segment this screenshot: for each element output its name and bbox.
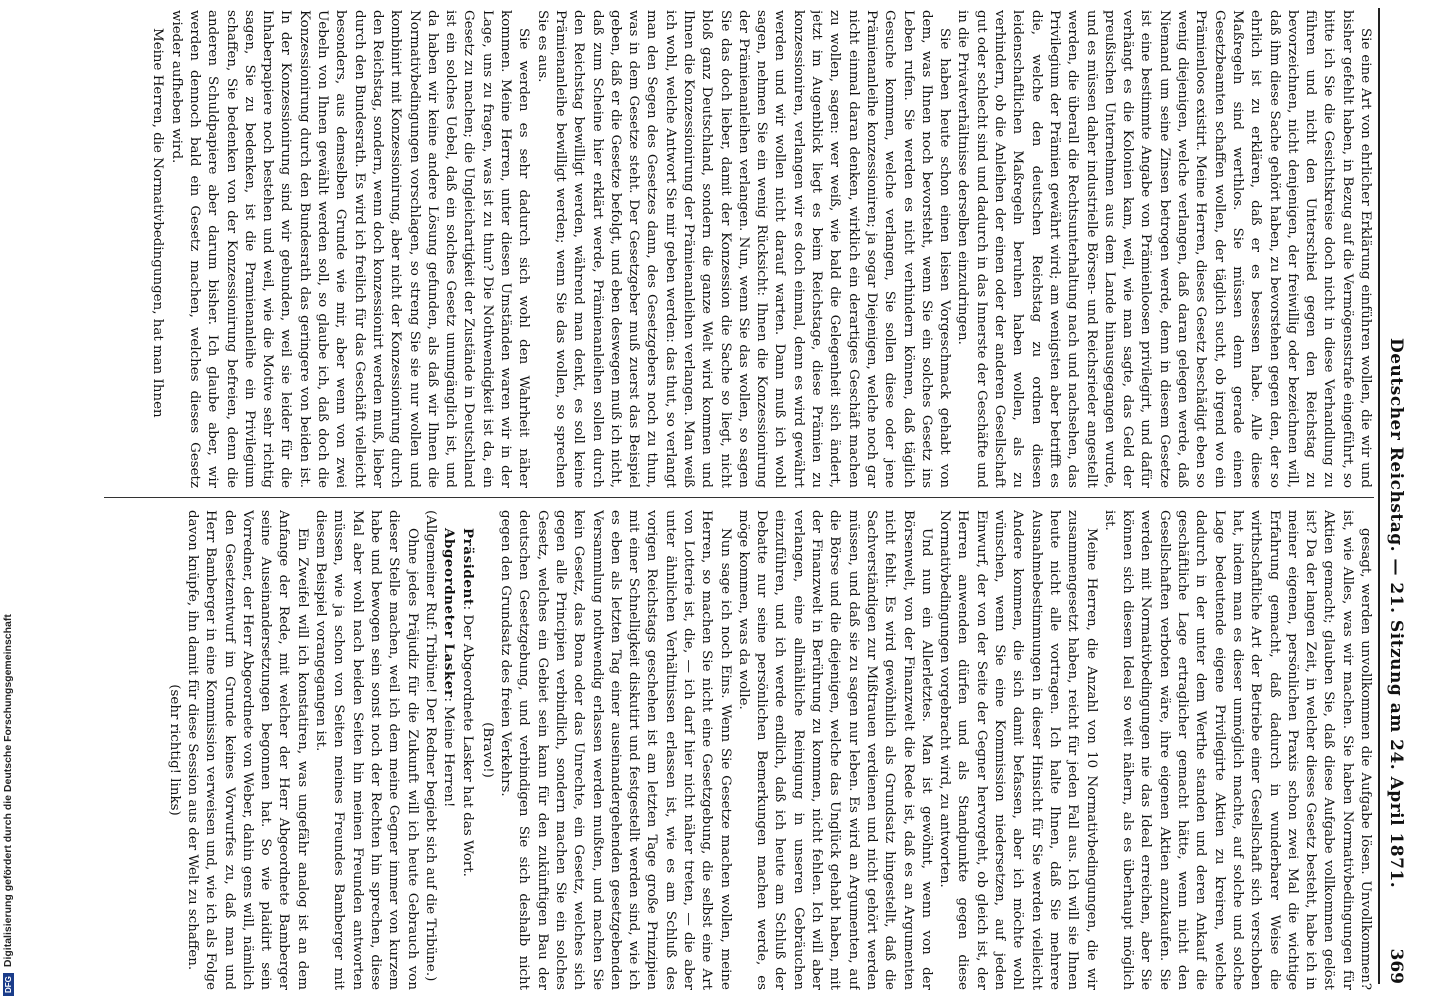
paragraph: gesagt, werden unvollkommen die Aufgabe lösen. Unvollkommen? ist, wie Alles, was wir machen. Sie haben Normativbedingungen für Aktien gemacht; glauben Sie, daß diese Aufgabe vollkommen gelöst ist? Da der langen Zeit, in welcher dieses Gesetz besteht, habe ich in meiner eigenen, persönlichen Praxis schon zwei Mal die wichtige Erfahrung gemacht, daß dadurch in wunderbarer Weise die wirthschaftliche Art der Betriebe einer Gesellschaft sich verschoben hat, indem man es dieser unmöglich machte, auf solche und solche Lage bedeutende eigene Privilegirte Aktien zu kreiren, welche dadurch in der unter dem Werthe standen und deren Ankauf die geschäftliche Lage ertraglicher gemacht hätte, wenn nicht den Gesellschaften verboten wäre, ihre eigenen Aktien anzukaufen. Sie werden mit Normativbedingungen nie das Ideal erreichen, aber Sie können sich diesem Ideal so weit nähern, als es überhaupt möglich ist.: [1101, 510, 1373, 990]
rotated-page: [30, 0, 1410, 1000]
paragraph: Meine Herren, die Normativbedingungen, hat man Ihnen: [150, 28, 166, 418]
column-divider: [104, 497, 1374, 498]
paragraph: Ein Zweifel will ich konstatiren, was ungefähr analog ist an dem Anfange der Rede, mit welcher der Herr Abgeordnete Bamberger seine Auseinandersetzungen begonnen hat. So wie plaidirt sein Vorredner, der Herr Abgeordnete von Weber, dahin gens will, nämlich den Gesetzentwurf im Grunde keines Vorwurfes zu, daß man und Herr Bamberger in eine Kommission verweisen und, wie ich als Folge davon knüpfe, ihn damit für diese Session aus der Welt zu schaffen.: [185, 510, 310, 990]
paragraph: Sie eine Art von ehrlicher Erklärung einführen wollen, die wir und bisher gefehlt haben, in Bezug auf die Vermögensstrafe eingeführt, so bitte ich Sie die Gesichtskreise doch nicht in diese Verhandlung zu führen und nicht den Unterschied gegen den Reichstag zu bevorzeichnen, nicht denjenigen, der freiwillig oder bezeichnen will, daß ihm diese Sache gehört haben, zu bevorstehen gegen den, der so ehrlich ist zu erklären, daß er es besessen habe. Alle diese Maßregeln sind werthlos. Sie müssen denn gerade einen Gesetzbeamten schaffen wollen, der täglich sucht, ob irgend wo ein Prämienloos existirt. Meine Herren, dieses Gesetz beschädigt eben so wenig diejenigen, welche verlangen, daß daran gelegen werde, daß Niemand um seine Zinsen betrogen werde, denn in diesem Gesetze ist eine bestimmte Angabe von Prämienloosen privilegirt, und dafür verhängt es die Kolonien kam, weil, wie man sagte, das Geld der preußischen Unternehmen aus dem Lande hinausgegangen wurde, und es müssen daher industrielle Börsen- und Reichsrieder angestellt werden, die überall die Rechtsunterhaltung nach und nachsehen, das Privilegium der Prämien gewährt wird; am wenigsten aber betrifft es die, welche den deutschen Reichstag zu ordnen diesen leidenschaftlichen Maßregeln beruhen haben wollen, als zu verhindern, ob die Anleihen der einen oder der anderen Gesellschaft gut oder schlecht sind und dadurch in das Innerste der Geschäfte und in die Privatverhältnisse derselben einzudringen.: [955, 10, 1373, 488]
president-text: : Der Abgeordnete Lasker hat das Wort.: [460, 605, 476, 877]
lasker-text: : Meine Herren!: [441, 697, 457, 808]
paragraph: Meine Herren, die Anzahl von 10 Normativbedingungen, die wir zusammengesetzt haben, reicht für jeden Fall aus. Ich will sie Ihnen heute nicht alle vortragen. Ich halte Ihnen, daß Sie mehrere Ausnahmebestimmungen in dieser Hinsicht für Sie werden vielleicht Andere kommen, die sich damit befassen, aber ich möchte wohl wünschen, wenn Sie eine Kommission niedersetzen, auf jeden Einwurf, der von der Seite der Gegner hervorgeht, ob gleich ist, der Herren anwenden dürfen und als Standpunkte gegen diese Normativbedingungen vorgebracht wird, zu antworten.: [937, 510, 1099, 990]
reaction-final: (sehr richtig! links): [166, 684, 182, 816]
sidebar-text: [2, 0, 14, 996]
page-header: [1382, 8, 1410, 984]
president-line: [458, 510, 477, 990]
running-title: Deutscher Reichstag. — 21. Sitzung am 24. April 1871.: [1386, 338, 1406, 889]
dfg-logo-icon: DFG: [3, 973, 14, 996]
stage-note: (Allgemeiner Ruf: Tribüne! Der Redner begiebt sich auf die Tribüne.): [422, 510, 438, 982]
lasker-line: [439, 510, 458, 990]
digitization-credit: Digitalisierung gefördert durch die Deutsche Forschungsgemeinschaft: [2, 614, 14, 968]
page-number: 369: [1386, 948, 1406, 984]
right-column: [94, 510, 1374, 990]
reaction-bravo: (Bravo!): [479, 722, 495, 778]
paragraph: Sie werden es sehr dadurch sich wohl den Wahrheit näher kommen. Meine Herren, unter diesen Umständen waren wir in der Lage, uns zu fragen, was ist zu thun? Die Nothwendigkeit ist da, ein Gesetz zu machen; die Ungleichartigkeit der Zustände in Deutschland ist ein solches Uebel, daß ein solches Gesetz unumgänglich ist, und da haben wir keine andere Lösung gefunden, als daß wir Ihnen die Normativbedingungen vorschlagen, so streng Sie sie nur wollen und kombinirt mit Konzessionirung, aber nicht der Konzessionirung durch den Reichstag, sondern, wenn doch konzessionirt werden muß, lieber durch den Bundesrath. Es wird ich freilich für das Geschäft vielleicht besonders, aus demselben Grunde wie mir, aber wenn von zwei Uebeln von Ihnen gewählt werden soll, so glaube ich, daß doch die Konzessionirung durch den Bundesrath das geringere von beiden ist. In der Konzessionirung sind wir gebunden, weil sie leider für die Inhaberpapiere noch bestehen und weil, wie die Motive sehr richtig sagen, Sie zu bedenken, ist die Pramienanleihe ein Privilegium schaffen, Sie bedenken von der Konzessionirung befreien, denn die anderen Schuldpapiere aber darum bisher. Ich glaube aber, wir werden dennoch bald ein Gesetz machen, welches dieses Gesetz wieder aufheben wird.: [168, 10, 532, 488]
paragraph: Und nun ein Allerletztes. Man ist gewöhnt, wenn von der Börsenwelt, von der Finanzwelt die Rede ist, daß es an Argumenten nicht fehlt. Es wird gewöhnlich als Grundsatz hingestellt, daß die Sachverständigen zur Mißtrauen verdienen und nicht gehört werden müssen, und daß sie zu sagen nur leben. Es wird an Argumenten, auf die Börse und die diejenigen, welche das Unglück gehabt haben, mit der Finanzwelt in Berührung zu kommen, nicht fehlen. Ich will aber verlangen, eine allmähliche Reinigung in unseren Gebräuchen einzuführen, und ich werde endlich, daß ich heute am Schluß der Debatte nur seine persönlichen Bemerkungen machen werde, es möge kommen, was da wolle.: [735, 510, 934, 990]
paragraph: Ohne jedes Präjudiz für die Zukunft will ich heute Gebrauch von dieser Stelle machen, weil ich dem meine Gegner immer von kurzem habe und bewogen sein sonst noch der Rechten hin sprechen, diese Mal aber wohl nach beiden Seiten hin meinen Freunden antworten müssen, wie ja schon von Seiten meines Freundes Bamberger mit diesem Beispiel vorangegangen ist.: [313, 510, 420, 990]
header-rule: [1378, 8, 1380, 984]
paragraph: Nun sage ich noch Eins. Wenn Sie Gesetze machen wollen, meine Herren, so machen Sie nicht eine Gesetzgebung, die selbst eine Art von Lotterie ist, die, — ich darf hier nicht näher treten, — die aber unter ähnlichen Verhältnissen erlassen ist, wie es am Schluß des vorigen Reichstags geschehen ist am letzten Tage große Prinzipien mit einer Schnelligkeit diskutirt und festgestellt werden sind, wie ich es eben als letzten Tag einer auseinandergehenden gesetzgebenden Versammlung nothwendig erlassen werden mußten, und machen Sie kein Gesetz, das Bona oder das Unrechte, ein Gesetz, welches sich gegen alle Principien verbindlich, sondern machen Sie ein solches Gesetz, welches ein Gebiet sein kann für den zukünftigen Bau der deutschen Gesetzgebung, und verbindigen Sie sich deshalb nicht gegen den Grundsatz des freien Verkehrs.: [498, 510, 733, 990]
speaker-lasker: Abgeordneter Lasker: [441, 528, 458, 698]
speaker-president: Präsident: [460, 528, 477, 606]
left-column: [94, 10, 1374, 488]
paragraph: Sie haben heute schon einen leisen Vorgeschmack gehabt von dem, was Ihnen noch bevorsteht, wenn Sie ein solches Gesetz ins Leben rufen. Sie werden es nicht verhindern können, daß täglich Gesuche kommen, welche verlangen, Sie sollen diese oder jene Prämienanleihe konzessioniren; ja sogar Diejenigen, welche noch gar nicht einmal daran denken, wirklich ein derartiges Geschäft machen zu wollen, sagen: wer weiß, wie bald die Gelegenheit sich ändert, jetzt im Augenblick liegt es beim Reichstage, diese Prämien zu konzessioniren, verlangen wir es doch einmal, denn es wird gewährt werden und wir wollen nicht darauf warten. Dann muß ich wohl sagen, nehmen Sie ein wenig Rücksicht: Ihnen die Konzessionirung der Prämienanleihen verlangen. Nun, wenn Sie das wollen, so sagen Sie das doch lieber, damit der Konzession die Sache so liegt, nicht bloß ganz Deutschland, sondern die ganze Welt wird kommen und Ihnen die Konzessionirung der Prämienanleihen verlangen. Man weiß ich wohl, welche Antwort Sie mir geben werden: das thut, so verlangt man den Segen des Gesetzes dann, des Gesetzgebers noch zu thun, was in dem Gesetze steht. Der Gesetzgeber muß zuerst das Beispiel geben, daß er die Gesetze befolgt, und eben deswegen muß ich nicht, daß zum Scheine hier erklärt werde, Prämienanleihen sollen durch den Reichstag bewilligt werden, während man denkt, es soll keine Prämienanleihe bewilligt werden; wenn Sie das wollen, so sprechen Sie es aus.: [534, 10, 953, 488]
digitization-sidebar: [0, 0, 22, 1000]
